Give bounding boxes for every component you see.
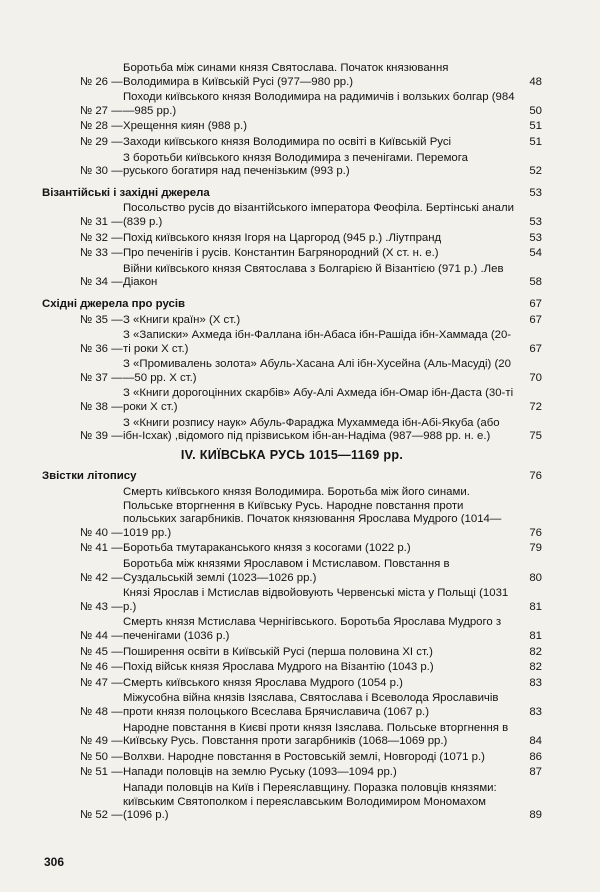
toc-entry xyxy=(42,247,542,261)
entry-number: № 34 xyxy=(79,276,108,289)
entry-dash: — xyxy=(111,645,123,658)
entry-number: № 37 xyxy=(79,371,108,384)
entry-title: Волхви. Народне повстання в Ростовській землі, Новгороді (1071 р.) xyxy=(123,750,485,763)
entry-number: № 28 xyxy=(79,120,108,133)
section-title: Звістки літопису xyxy=(42,470,137,483)
toc-section-chronicle xyxy=(42,470,542,484)
entry-page: 87 xyxy=(529,766,542,779)
entry-title: Смерть київського князя Ярослава Мудрого (1054 р.) xyxy=(123,676,403,689)
entry-number: № 26 xyxy=(79,75,108,88)
entry-title: Боротьба тмутараканського князя з косогами (1022 р.) xyxy=(123,542,411,555)
entry-dash: — xyxy=(111,600,123,613)
entry-title: Похід військ князя Ярослава Мудрого на Візантію (1043 р.) xyxy=(123,661,434,674)
entry-number: № 39 xyxy=(79,430,108,443)
toc-entry xyxy=(42,587,542,614)
entry-title: З боротьби київського князя Володимира з печенігами. Перемога руського богатиря над печенізьким (993 р.) xyxy=(123,151,468,178)
entry-title: Поширення освіти в Київській Русі (перша половина ХІ ст.) xyxy=(123,645,433,658)
entry-dash: — xyxy=(111,661,123,674)
entry-dash: — xyxy=(111,135,123,148)
toc-entry xyxy=(42,120,542,134)
entry-page: 51 xyxy=(529,135,542,148)
entry-title: Походи київського князя Володимира на радимичів і волзьких болгар (984—985 рр.) xyxy=(123,91,515,117)
entry-number: № 31 xyxy=(79,215,108,228)
entry-page: 72 xyxy=(529,401,542,414)
entry-title: Війни київського князя Святослава з Болгарією й Візантією (971 р.) .Лев Діакон xyxy=(123,262,504,289)
entry-dash: — xyxy=(111,104,123,117)
table-of-contents xyxy=(42,62,542,825)
entry-page: 48 xyxy=(529,75,542,88)
toc-section-eastern xyxy=(42,298,542,312)
entry-dash: — xyxy=(111,430,123,443)
toc-entry xyxy=(42,202,542,229)
section-title: Східні джерела про русів xyxy=(42,297,186,310)
entry-title: Напади половців на Київ і Переяславщину. Поразка половців князями: київським Святополком і переяславським Володимиром Мономахом (1096 р.) xyxy=(123,781,497,822)
entry-page: 80 xyxy=(529,571,542,584)
entry-page: 86 xyxy=(529,750,542,763)
entry-number: № 51 xyxy=(79,766,108,779)
section-page: 53 xyxy=(529,186,542,199)
entry-page: 75 xyxy=(529,430,542,443)
entry-number: № 32 xyxy=(79,231,108,244)
entry-number: № 48 xyxy=(79,705,108,718)
entry-number: № 47 xyxy=(79,676,108,689)
toc-entry xyxy=(42,558,542,585)
entry-title: З «Книги країн» (Х ст.) xyxy=(123,313,241,326)
entry-page: 83 xyxy=(529,705,542,718)
entry-number: № 41 xyxy=(79,542,108,555)
entry-dash: — xyxy=(111,542,123,555)
entry-title: Про печенігів і русів. Константин Багрянородний (Х ст. н. е.) xyxy=(123,247,439,260)
entry-number: № 30 xyxy=(79,165,108,178)
entry-page: 51 xyxy=(529,120,542,133)
section-page: 76 xyxy=(529,470,542,483)
toc-block-2 xyxy=(42,202,542,290)
entry-page: 76 xyxy=(529,526,542,539)
entry-title: Князі Ярослав і Мстислав відвойовують Червенські міста у Польщі (1031 р.) xyxy=(123,587,509,613)
entry-number: № 40 xyxy=(79,526,108,539)
entry-page: 84 xyxy=(529,735,542,748)
part-heading: IV. КИЇВСЬКА РУСЬ 1015—1169 рр. xyxy=(180,447,404,462)
entry-title: Смерть князя Мстислава Чернігівського. Боротьба Ярослава Мудрого з печенігами (1036 р.) xyxy=(123,616,502,642)
entry-dash: — xyxy=(111,705,123,718)
entry-page: 53 xyxy=(529,231,542,244)
entry-number: № 52 xyxy=(79,809,108,822)
entry-dash: — xyxy=(111,750,123,763)
toc-entry xyxy=(42,263,542,290)
entry-dash: — xyxy=(111,231,123,244)
toc-entry xyxy=(42,62,542,89)
entry-dash: — xyxy=(111,120,123,133)
entry-dash: — xyxy=(111,766,123,779)
entry-title: Народне повстання в Києві проти князя Ізяслава. Польське вторгнення в Київську Русь. Повстання проти загарбників (1068—1069 рр.) xyxy=(123,721,509,748)
entry-title: З «Записки» Ахмеда ібн-Фаллана ібн-Абаса ібн-Рашіда ібн-Хаммада (20-ті роки Х ст.) xyxy=(123,329,512,355)
toc-entry xyxy=(42,136,542,150)
toc-entry xyxy=(42,314,542,328)
entry-page: 70 xyxy=(529,371,542,384)
entry-dash: — xyxy=(111,215,123,228)
entry-number: № 46 xyxy=(79,661,108,674)
entry-title: Боротьба між князями Ярославом і Мстиславом. Повстання в Суздальській землі (1023—1026 рр.) xyxy=(123,558,450,584)
page-number: 306 xyxy=(44,855,65,869)
toc-entry xyxy=(42,646,542,660)
entry-number: № 44 xyxy=(79,629,108,642)
entry-number: № 49 xyxy=(79,735,108,748)
toc-section-byzantine xyxy=(42,187,542,201)
section-title: Візантійські і західні джерела xyxy=(42,186,210,199)
entry-page: 82 xyxy=(529,661,542,674)
entry-dash: — xyxy=(111,247,123,260)
entry-number: № 45 xyxy=(79,645,108,658)
entry-title: Напади половців на землю Руську (1093—1094 рр.) xyxy=(123,766,397,779)
toc-entry xyxy=(42,486,542,540)
entry-dash: — xyxy=(111,676,123,689)
toc-entry xyxy=(42,232,542,246)
toc-block-1 xyxy=(42,62,542,179)
entry-page: 52 xyxy=(529,165,542,178)
toc-entry xyxy=(42,751,542,765)
toc-block-3 xyxy=(42,314,542,444)
entry-number: № 33 xyxy=(79,247,108,260)
entry-number: № 29 xyxy=(79,135,108,148)
entry-page: 81 xyxy=(529,629,542,642)
entry-page: 81 xyxy=(529,600,542,613)
entry-dash: — xyxy=(111,165,123,178)
entry-title: Заходи київського князя Володимира по освіті в Київській Русі xyxy=(123,135,452,148)
toc-entry xyxy=(42,358,542,385)
entry-dash: — xyxy=(111,809,123,822)
toc-entry xyxy=(42,329,542,356)
entry-page: 89 xyxy=(529,809,542,822)
entry-dash: — xyxy=(111,276,123,289)
entry-page: 54 xyxy=(529,247,542,260)
section-page: 67 xyxy=(529,297,542,310)
entry-title: З «Промивалень золота» Абуль-Хасана Алі ібн-Хусейна (Аль-Масуді) (20—50 рр. Х ст.) xyxy=(123,358,511,384)
entry-title: Боротьба між синами князя Святослава. Початок князювання Володимира в Київській Русі (977—980 рр.) xyxy=(123,62,449,88)
entry-dash: — xyxy=(111,313,123,326)
toc-entry xyxy=(42,387,542,414)
toc-entry xyxy=(42,152,542,179)
entry-number: № 43 xyxy=(79,600,108,613)
entry-dash: — xyxy=(111,371,123,384)
entry-page: 53 xyxy=(529,215,542,228)
entry-dash: — xyxy=(111,526,123,539)
entry-page: 67 xyxy=(529,342,542,355)
entry-title: Посольство русів до візантійського імператора Феофіла. Бертінські анали (839 р.) xyxy=(123,202,515,228)
entry-number: № 35 xyxy=(79,313,108,326)
entry-number: № 27 xyxy=(79,104,108,117)
entry-page: 58 xyxy=(529,276,542,289)
toc-entry xyxy=(42,417,542,444)
toc-entry xyxy=(42,616,542,643)
entry-number: № 36 xyxy=(79,342,108,355)
entry-dash: — xyxy=(111,75,123,88)
entry-page: 83 xyxy=(529,676,542,689)
entry-dash: — xyxy=(111,629,123,642)
toc-entry xyxy=(42,542,542,556)
entry-dash: — xyxy=(111,342,123,355)
toc-entry xyxy=(42,782,542,823)
toc-entry xyxy=(42,766,542,780)
entry-number: № 38 xyxy=(79,401,108,414)
entry-number: № 50 xyxy=(79,750,108,763)
entry-page: 82 xyxy=(529,645,542,658)
toc-block-4 xyxy=(42,486,542,823)
entry-dash: — xyxy=(111,401,123,414)
entry-page: 67 xyxy=(529,313,542,326)
entry-page: 79 xyxy=(529,542,542,555)
toc-entry xyxy=(42,692,542,719)
entry-title: Смерть київського князя Володимира. Боротьба між його синами. Польське вторгнення в Київську Русь. Народне повстання проти польських загарбників. Початок князювання Ярослава Мудрого (1014—1019 рр.) xyxy=(123,486,502,539)
entry-title: Похід київського князя Ігоря на Царгород (945 р.) .Ліутпранд xyxy=(123,231,442,244)
entry-dash: — xyxy=(111,735,123,748)
entry-title: З «Книги дорогоцінних скарбів» Абу-Алі Ахмеда ібн-Омар ібн-Даста (30-ті роки Х ст.) xyxy=(123,387,514,414)
toc-entry xyxy=(42,91,542,118)
entry-page: 50 xyxy=(529,104,542,117)
toc-entry xyxy=(42,661,542,675)
entry-title: Міжусобна війна князів Ізяслава, Святослава і Всеволода Ярославичів проти князя полоцького Всеслава Брячиславича (1067 р.) xyxy=(123,692,499,718)
entry-dash: — xyxy=(111,571,123,584)
entry-title: Хрещення киян (988 р.) xyxy=(123,120,247,133)
entry-number: № 42 xyxy=(79,571,108,584)
toc-entry xyxy=(42,677,542,691)
toc-entry xyxy=(42,722,542,749)
entry-title: З «Книги розпису наук» Абуль-Фараджа Мухаммеда ібн-Абі-Якуба (або ібн-Ісхак) ,відомого під прізвиськом ібн-ан-Надіма (987—988 рр. н. е.) xyxy=(123,416,500,443)
